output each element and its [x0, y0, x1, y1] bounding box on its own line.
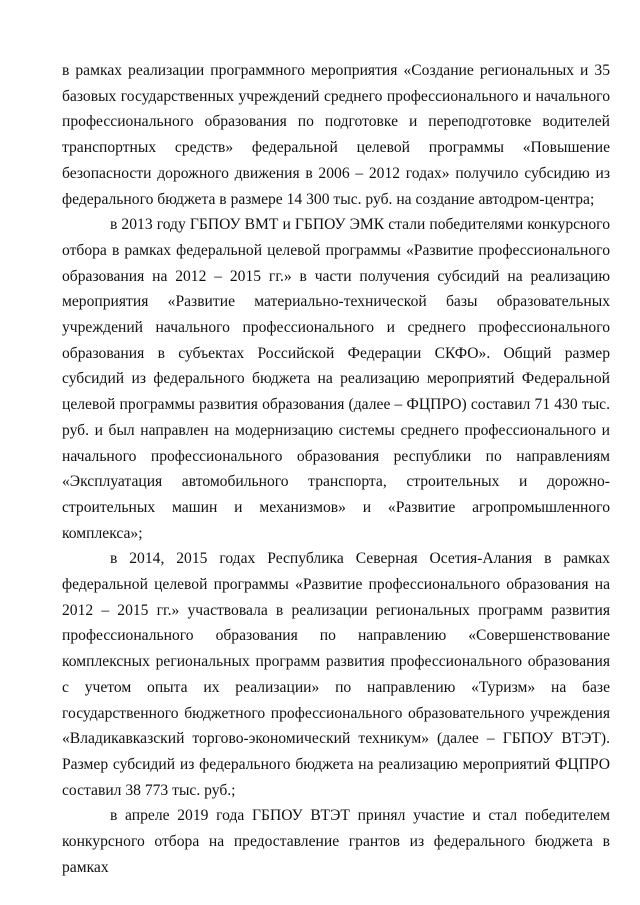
- paragraph-2014-2015-programs: в 2014, 2015 годах Республика Северная Осетия-Алания в рамках федеральной целевой программы «Развитие профессионального образования на 2012 – 2015 гг.» участвовала в реализации региональных программ развития профессионального образования по направлению «Совершенствование комплексных региональных программ развития профессионального образования с учетом опыта их реализации» по направлению «Туризм» на базе государственного бюджетного профессионального образовательного учреждения «Владикавказский торгово-экономический техникум» (далее – ГБПОУ ВТЭТ). Размер субсидий из федерального бюджета на реализацию мероприятий ФЦПРО составил 38 773 тыс. руб.;: [62, 550, 610, 799]
- document-body: [62, 58, 610, 881]
- paragraph-2013-competition: в 2013 году ГБПОУ ВМТ и ГБПОУ ЭМК стали победителями конкурсного отбора в рамках федеральной целевой программы «Развитие профессионального образования на 2012 – 2015 гг.» в части получения субсидий на реализацию мероприятия «Развитие материально-технической базы образовательных учреждений начального профессионального и среднего профессионального образования в субъектах Российской Федерации СКФО». Общий размер субсидий из федерального бюджета на реализацию мероприятий Федеральной целевой программы развития образования (далее – ФЦПРО) составил 71 430 тыс. руб. и был направлен на модернизацию системы среднего профессионального и начального профессионального образования республики по направлениям «Эксплуатация автомобильного транспорта, строительных и дорожно-строительных машин и механизмов» и «Развитие агропромышленного комплекса»;: [62, 216, 610, 542]
- paragraph-2019-grants: в апреле 2019 года ГБПОУ ВТЭТ принял участие и стал победителем конкурсного отбора на предоставление грантов из федерального бюджета в рамках: [62, 807, 610, 876]
- paragraph-autodrom-subsidy: в рамках реализации программного мероприятия «Создание региональных и 35 базовых государственных учреждений среднего профессионального и начального профессионального образования по подготовке и переподготовке водителей транспортных средств» федеральной целевой программы «Повышение безопасности дорожного движения в 2006 – 2012 годах» получило субсидию из федерального бюджета в размере 14 300 тыс. руб. на создание автодром-центра;: [62, 62, 610, 208]
